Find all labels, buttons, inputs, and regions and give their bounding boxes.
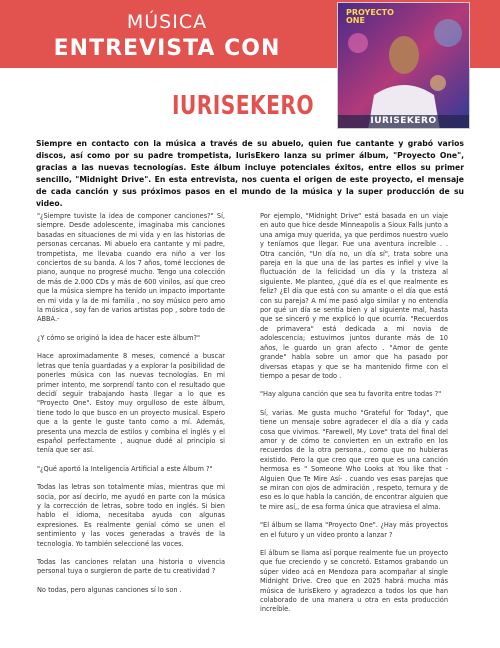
artist-name: IURISEKERO [172,91,314,121]
left-question: ¿Y cómo se originó la idea de hacer este álbum?" [37,333,200,342]
right-column [260,212,448,624]
right-question: "El álbum se llama "Proyecto One". ¿Hay más proyectos en el futuro y un video pronto a lanzar ? [260,521,448,539]
intro-paragraph: Siempre en contacto con la música a través de su abuelo, quien fue cantante y grabó varios discos, así como por su padre trompetista, IurisEkero lanza su primer álbum, "Proyecto One", gracias a las nuevas tecnologías. Este álbum incluye potenciales éxitos, entre ellos su primer sencillo, "Midnight Drive". En esta entrevista, nos cuenta el origen de este proyecto, el mensaje de cada canción y sus próximos pasos en el mundo de la música y la super producción de su video. [36,139,464,208]
cover-title: PROYECTO ONE [346,8,394,26]
right-paragraph: Por ejemplo, "Midnight Drive" está basada en un viaje en auto que hice desde Minneapolis a Sioux Falls junto a una amiga muy querida, ya que perdimos nuestro vuelo y teníamos que llegar. Fue una aventura increíble . . Otra canción, "Un día no, un día sí", trata sobre una pareja en la que una de las partes es infiel y vive la fluctuación de la felicidad un día y la tristeza al siguiente. Me planteo, ¿qué día es el que realmente es feliz? ¿El día que está con su amante o el día que está con su pareja? A mí me pasó algo similar y no entendía por qué un día se sentía bien y al siguiente mal, hasta que se sinceró y me explicó lo que ocurría. "Recuerdos de primavera" está dedicada a mi novia de adolescencia; estuvimos juntos durante más de 10 años, le guardo un gran afecto . "Amor de gente grande" habla sobre un amor que ha pasado por diversas etapas y que se ha mantenido firme con el tiempo a pesar de todo . [260,212,448,380]
left-question: "¿Qué aportó la Inteligencia Artificial a este Álbum ?" [37,464,213,473]
left-paragraph: Todas las letras son totalmente mías, mientras que mi socia, por así decirlo, me ayudó en parte con la música y la corrección de letras, sobre todo en inglés. Si bien hablo el idioma, necesitaba ayuda con algunas expresiones. Es realmente genial cómo se unen el sentimiento y las voces generadas a través de la tecnología. Yo también seleccioné las voces. [37,483,225,548]
section-label: MÚSICA [126,11,208,33]
left-paragraph: "¿Siempre tuviste la idea de componer canciones?" Sí, siempre. Desde adolescente, imaginaba mis canciones basadas en situaciones de mi vida y en las historias de personas cercanas. Mi abuelo era cantante y mi padre, trompetista, me llevaba cuando era niño a ver los conciertos de su banda. A los 7 años, tomé lecciones de piano, aunque no progresé mucho. Tengo una colección de más de 2.000 CDs y más de 600 vinilos, así que creo que la música siempre ha tenido un impacto importante en mi vida y la de mi familia , no soy músico pero amo la música , soy fan de varios artistas pop , sobre todo de ABBA.- [37,212,225,324]
left-question: Todas las canciones relatan una historia o vivencia personal tuya o surgieron de parte de tu creatividad ? [37,558,225,576]
cover-artist: IURISEKERO [370,116,437,126]
right-question: "Hay alguna canción que sea tu favorita entre todas ?" [260,390,442,399]
left-paragraph: Hace aproximadamente 8 meses, comencé a buscar letras que tenía guardadas y a explorar la posibilidad de ponerles música con las nuevas tecnologías. En mi primer intento, me sorprendí tanto con el resultado que decidí seguir trabajando hasta llegar a lo que es "Proyecto One". Estoy muy orgulloso de este álbum, tiene todo lo que busco en un proyecto musical. Espero que a la gente le guste tanto como a mí. Además, presenta una mezcla de estilos y combina el inglés y el español perfectamente , auqnue dudé al principio si tenía que ser así. [37,352,225,455]
left-paragraph: No todas, pero algunas canciones sí lo son . [37,585,182,594]
album-cover [337,2,470,129]
headline: ENTREVISTA CON [53,36,281,61]
left-column [37,212,225,604]
right-paragraph: Sí, varias. Me gusta mucho "Grateful for Today", que tiene un mensaje sobre agradecer el día a día y cada cosa que vivimos. "Farewell, My Love" trata del final del amor y de cómo te convierten en un extraño en los recuerdos de la otra persona., como que no hubieras existido. Pero la que creo que creo que es una canción hermosa es " Someone Who Looks at You like that - Alguien Que Te Mire Así- . cuando ves esas parejas que se miran con ojos de admiración , respeto, ternura y de eso es lo que habla la canción, de encontrar alguien que te mire así,, de esa forma única que atraviesa el alma. [260,408,448,511]
right-paragraph: El álbum se llama así porque realmente fue un proyecto que fue creciendo y se concretó. Estamos grabando un súper video acá en Mendoza para acompañar al single Midnight Drive. Creo que en 2025 habrá mucha más música de IurisEkero y agradezco a todos los que han colaborado de una manera u otra en esta producción increíble. [260,549,448,614]
